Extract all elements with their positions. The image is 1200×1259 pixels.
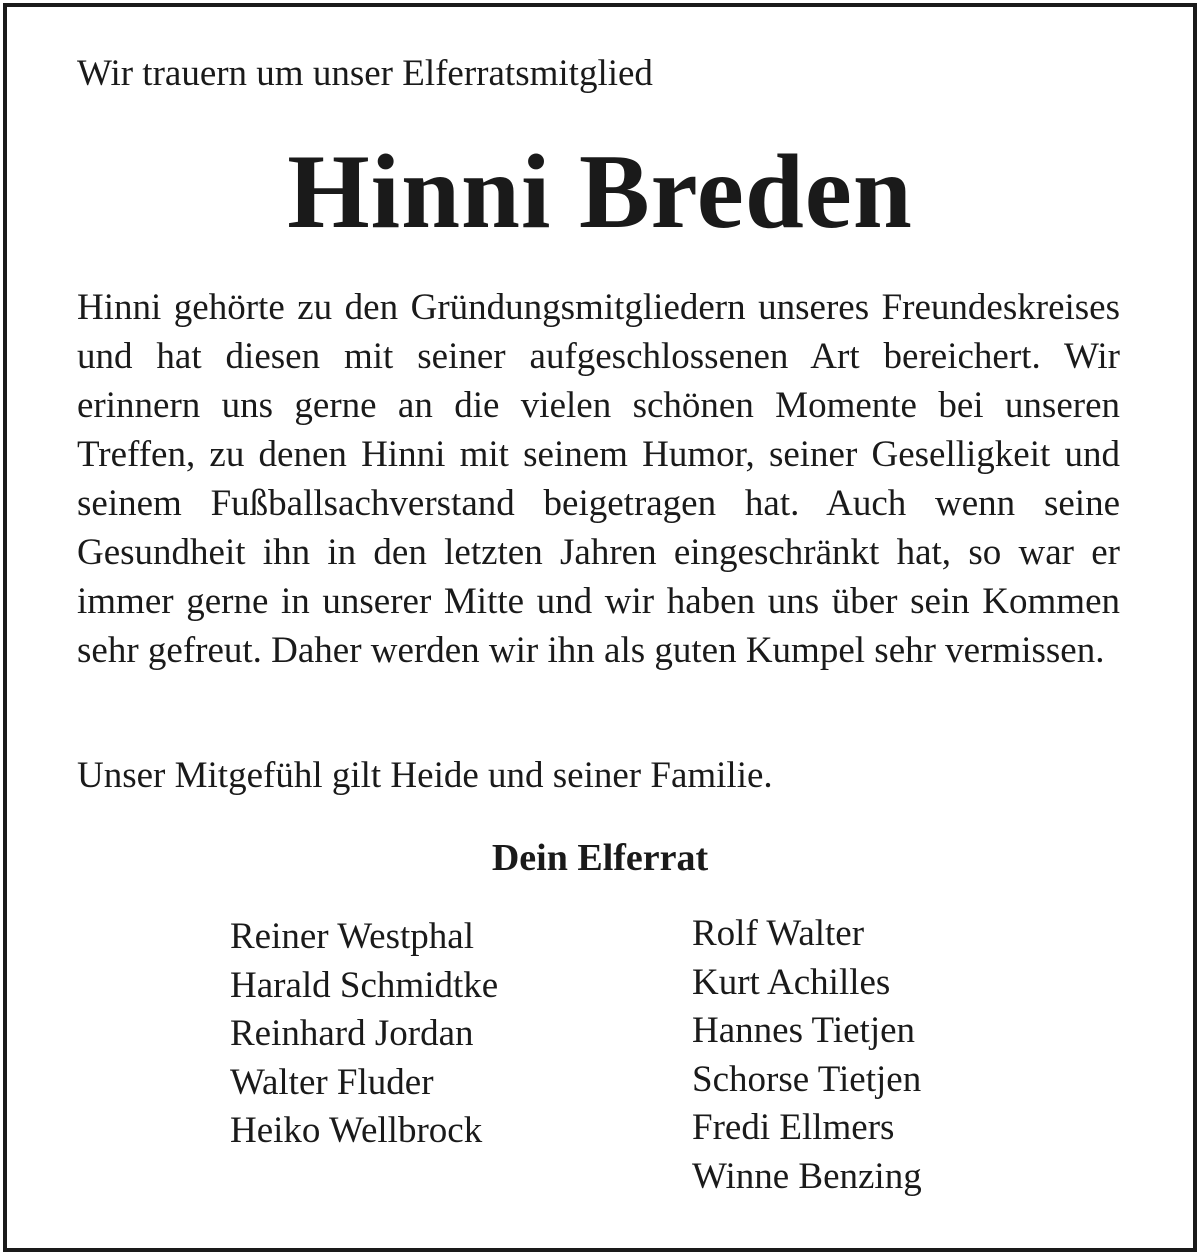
member-name: Fredi Ellmers (692, 1107, 895, 1148)
member-name: Reinhard Jordan (230, 1013, 474, 1054)
member-name: Winne Benzing (692, 1155, 922, 1197)
intro-line: Wir trauern um unser Elferratsmitglied (77, 53, 653, 94)
members-left-column (230, 913, 498, 1156)
member-name: Hannes Tietjen (692, 1010, 916, 1051)
member-name: Schorse Tietjen (692, 1058, 922, 1100)
signoff-heading: Dein Elferrat (491, 837, 709, 879)
member-name: Heiko Wellbrock (230, 1110, 483, 1151)
member-name: Rolf Walter (692, 913, 865, 954)
member-name: Reiner Westphal (230, 916, 474, 957)
deceased-name: Hinni Breden (287, 133, 913, 250)
member-name: Harald Schmidtke (230, 964, 499, 1006)
member-name: Kurt Achilles (692, 961, 891, 1003)
members-right-column (692, 910, 922, 1201)
condolence-line: Unser Mitgefühl gilt Heide und seiner Familie. (77, 755, 773, 796)
member-name: Walter Fluder (230, 1061, 434, 1103)
tribute-paragraph: Hinni gehörte zu den Gründungsmitgliedern unseres Freundeskreises und hat diesen mit seiner aufgeschlossenen Art bereichert. Wir erinnern uns gerne an die vielen schönen Momente bei unseren Treffen, zu denen Hinni mit seinem Humor, seiner Geselligkeit und seinem Fußballsachverstand beigetragen hat. Auch wenn seine Gesundheit ihn in den letzten Jahren eingeschränkt hat, so war er immer gerne in unserer Mitte und wir haben uns über sein Kommen sehr gefreut. Daher werden wir ihn als guten Kumpel sehr vermissen. (77, 287, 1120, 671)
